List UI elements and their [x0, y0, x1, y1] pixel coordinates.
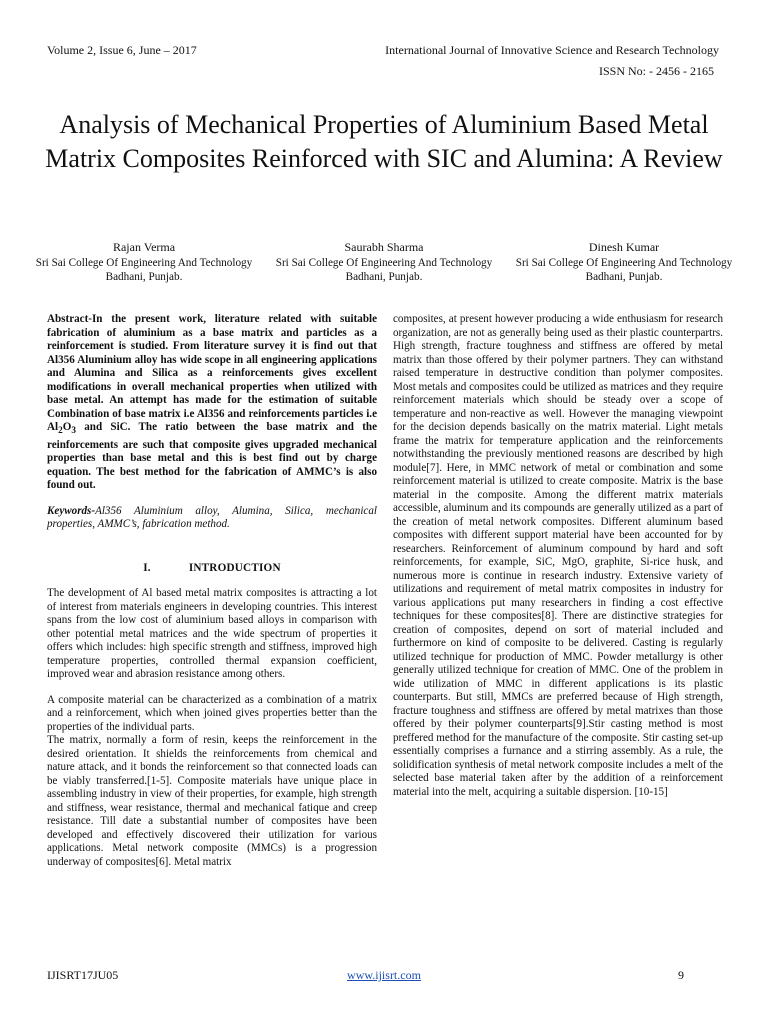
author-location: Badhani, Punjab. [585, 271, 663, 283]
author-college: Sri Sai College Of Engineering And Technology [35, 256, 253, 269]
abstract-text: and SiC. The ratio between the base matrix and the reinforcements are such that composite gives upgraded mechanical properties than base metal and this is best find out by charge equation. The best method for the fabrication of AMMC’s is also found out. [47, 421, 377, 492]
footer-url-link[interactable]: www.ijisrt.com [347, 968, 421, 982]
header-issn: ISSN No: - 2456 - 2165 [598, 64, 714, 78]
header-volume: Volume 2, Issue 6, June – 2017 [47, 43, 197, 57]
author-location: Badhani, Punjab. [105, 271, 183, 283]
author-college: Sri Sai College Of Engineering And Technology [515, 256, 733, 269]
paragraph: The development of Al based metal matrix composites is attracting a lot of interest from materials engineers in developing countries. This interest spans from the low cost of aluminium based alloys in comparison with other potential metal matrices and the wide spectrum of properties it offers which includes: high specific strength and stiffness, improved high temperature properties, controlled thermal expansion coefficient, improved wear and abrasion resistance among others. [47, 587, 377, 681]
subscript: 2 [58, 426, 63, 437]
author-college: Sri Sai College Of Engineering And Technology [275, 256, 493, 269]
keywords [47, 505, 377, 532]
header-journal: International Journal of Innovative Science and Research Technology [385, 43, 719, 57]
author-name: Rajan Verma [112, 240, 176, 254]
paragraph: composites, at present however producing a wide enthusiasm for research organization, are not as generally being used as their plastic counterpartrs. High strength, fracture toughness and stiffness are offered by metal matrix than those offered by their polymer partners. They can withstand raised temperature in destructive condition than polymer composites. Most metals and composites could be utilized as matrices and they require reinforcement materials which should be steady over a scope of temperature and non-reactive as well. However the managing viewpoint for the decision depends basically on the matrix material. Light metals frame the matrix for temperature application and the reinforcements notwithstanding the previously mentioned reasons are described by high module[7]. Here, in MMC network of metal or combination and some reinforcement material is utilized to create composite. Matrix is the base material in the composite. Among the different matrix materials accessible, aluminum and its compounds are generally utilized as a part of the creation of metal network composites. Different aluminum based composites with different support material have been accounted for by researchers. Reinforcement of aluminum compound by hard and soft reinforcements, for example, SiC, MgO, graphite, Si-rice husk, and numerous more is continue in research industry. Extensive variety of utilizations and requirement of metal matrix composites in industry for various applications put many researchers in finding a cost effective techniques for these composites[8]. There are distinctive strategies for creation of composites, depend on sort of material included and furthermore on kind of composite to be delivered. Casting is regularly utilized technique for production of MMC. Powder metallurgy is other generally utilized technique for creation of MMC. One of the problem in wide utilization of MMC in different applications is its plastic counterparts. But still, MMCs are preferred because of High strength, fracture toughness and stiffness are offered by metal matrixes than those offered by their polymer counterparts[9].Stir casting method is most preffered method for the manufacture of the composite. Stir casting set-up essentially comprises a furnance and a stirring assembly. As a rule, the solidification synthesis of metal network composite includes a melt of the selected base material taken after by the addition of a reinforcement material into the melt, acquiring a suitable dispersion. [10-15] [393, 313, 723, 798]
author-location: Badhani, Punjab. [345, 271, 423, 283]
keywords-text: Al356 Aluminium alloy, Alumina, Silica, mechanical properties, AMMC’s, fabrication method. [47, 504, 377, 531]
paragraph: A composite material can be characterized as a combination of a matrix and a reinforcement, which when joined gives properties better than the properties of the individual parts. [47, 693, 377, 733]
right-column [393, 313, 723, 811]
keywords-label: Keywords- [47, 504, 96, 517]
footer-id: IJISRT17JU05 [47, 968, 119, 982]
abstract [47, 313, 377, 493]
author-block-1 [34, 240, 254, 285]
section-number: I. [143, 561, 151, 574]
abstract-text: O [62, 421, 72, 433]
abstract-text: Abstract-In the present work, literature related with suitable fabrication of aluminium as a base matrix and particles as a reinforcement is studied. From literature survey it is find out that Al356 Aluminium alloy has wide scope in all engineering applications and Alumina and Silica as a reinforcements gives excellent modifications in overall mechanical properties when utilized with base metal. An attempt has made for the estimation of suitable Combination of base matrix i.e Al356 and reinforcements particles i.e Al [47, 313, 377, 433]
footer-url-wrap [0, 968, 768, 983]
author-name: Dinesh Kumar [588, 240, 660, 254]
subscript: 3 [71, 426, 76, 437]
section-title: INTRODUCTION [188, 561, 281, 574]
paper-title: Analysis of Mechanical Properties of Aluminium Based Metal Matrix Composites Reinforced with SIC and Alumina: A Review [45, 110, 723, 173]
author-name: Saurabh Sharma [344, 240, 424, 254]
author-block-2 [274, 240, 494, 285]
paragraph: The matrix, normally a form of resin, keeps the reinforcement in the desired orientation. It shields the reinforcements from chemical and nature attack, and it bonds the reinforcement so that connected loads can be viably transferred.[1-5]. Composite materials have unique place in assembling industry in view of their properties, for example, high strength and stiffness, wear resistance, thermal and mechanical fatique and creep resistance. Till date a substantial number of composites have been developed and effectively discovered their utilization for various applications. Metal network composite (MMCs) is a progression underway of composites[6]. Metal matrix [47, 734, 377, 868]
section-heading [47, 562, 377, 576]
left-column [47, 313, 377, 881]
author-block-3 [514, 240, 734, 285]
page-number: 9 [678, 968, 684, 982]
